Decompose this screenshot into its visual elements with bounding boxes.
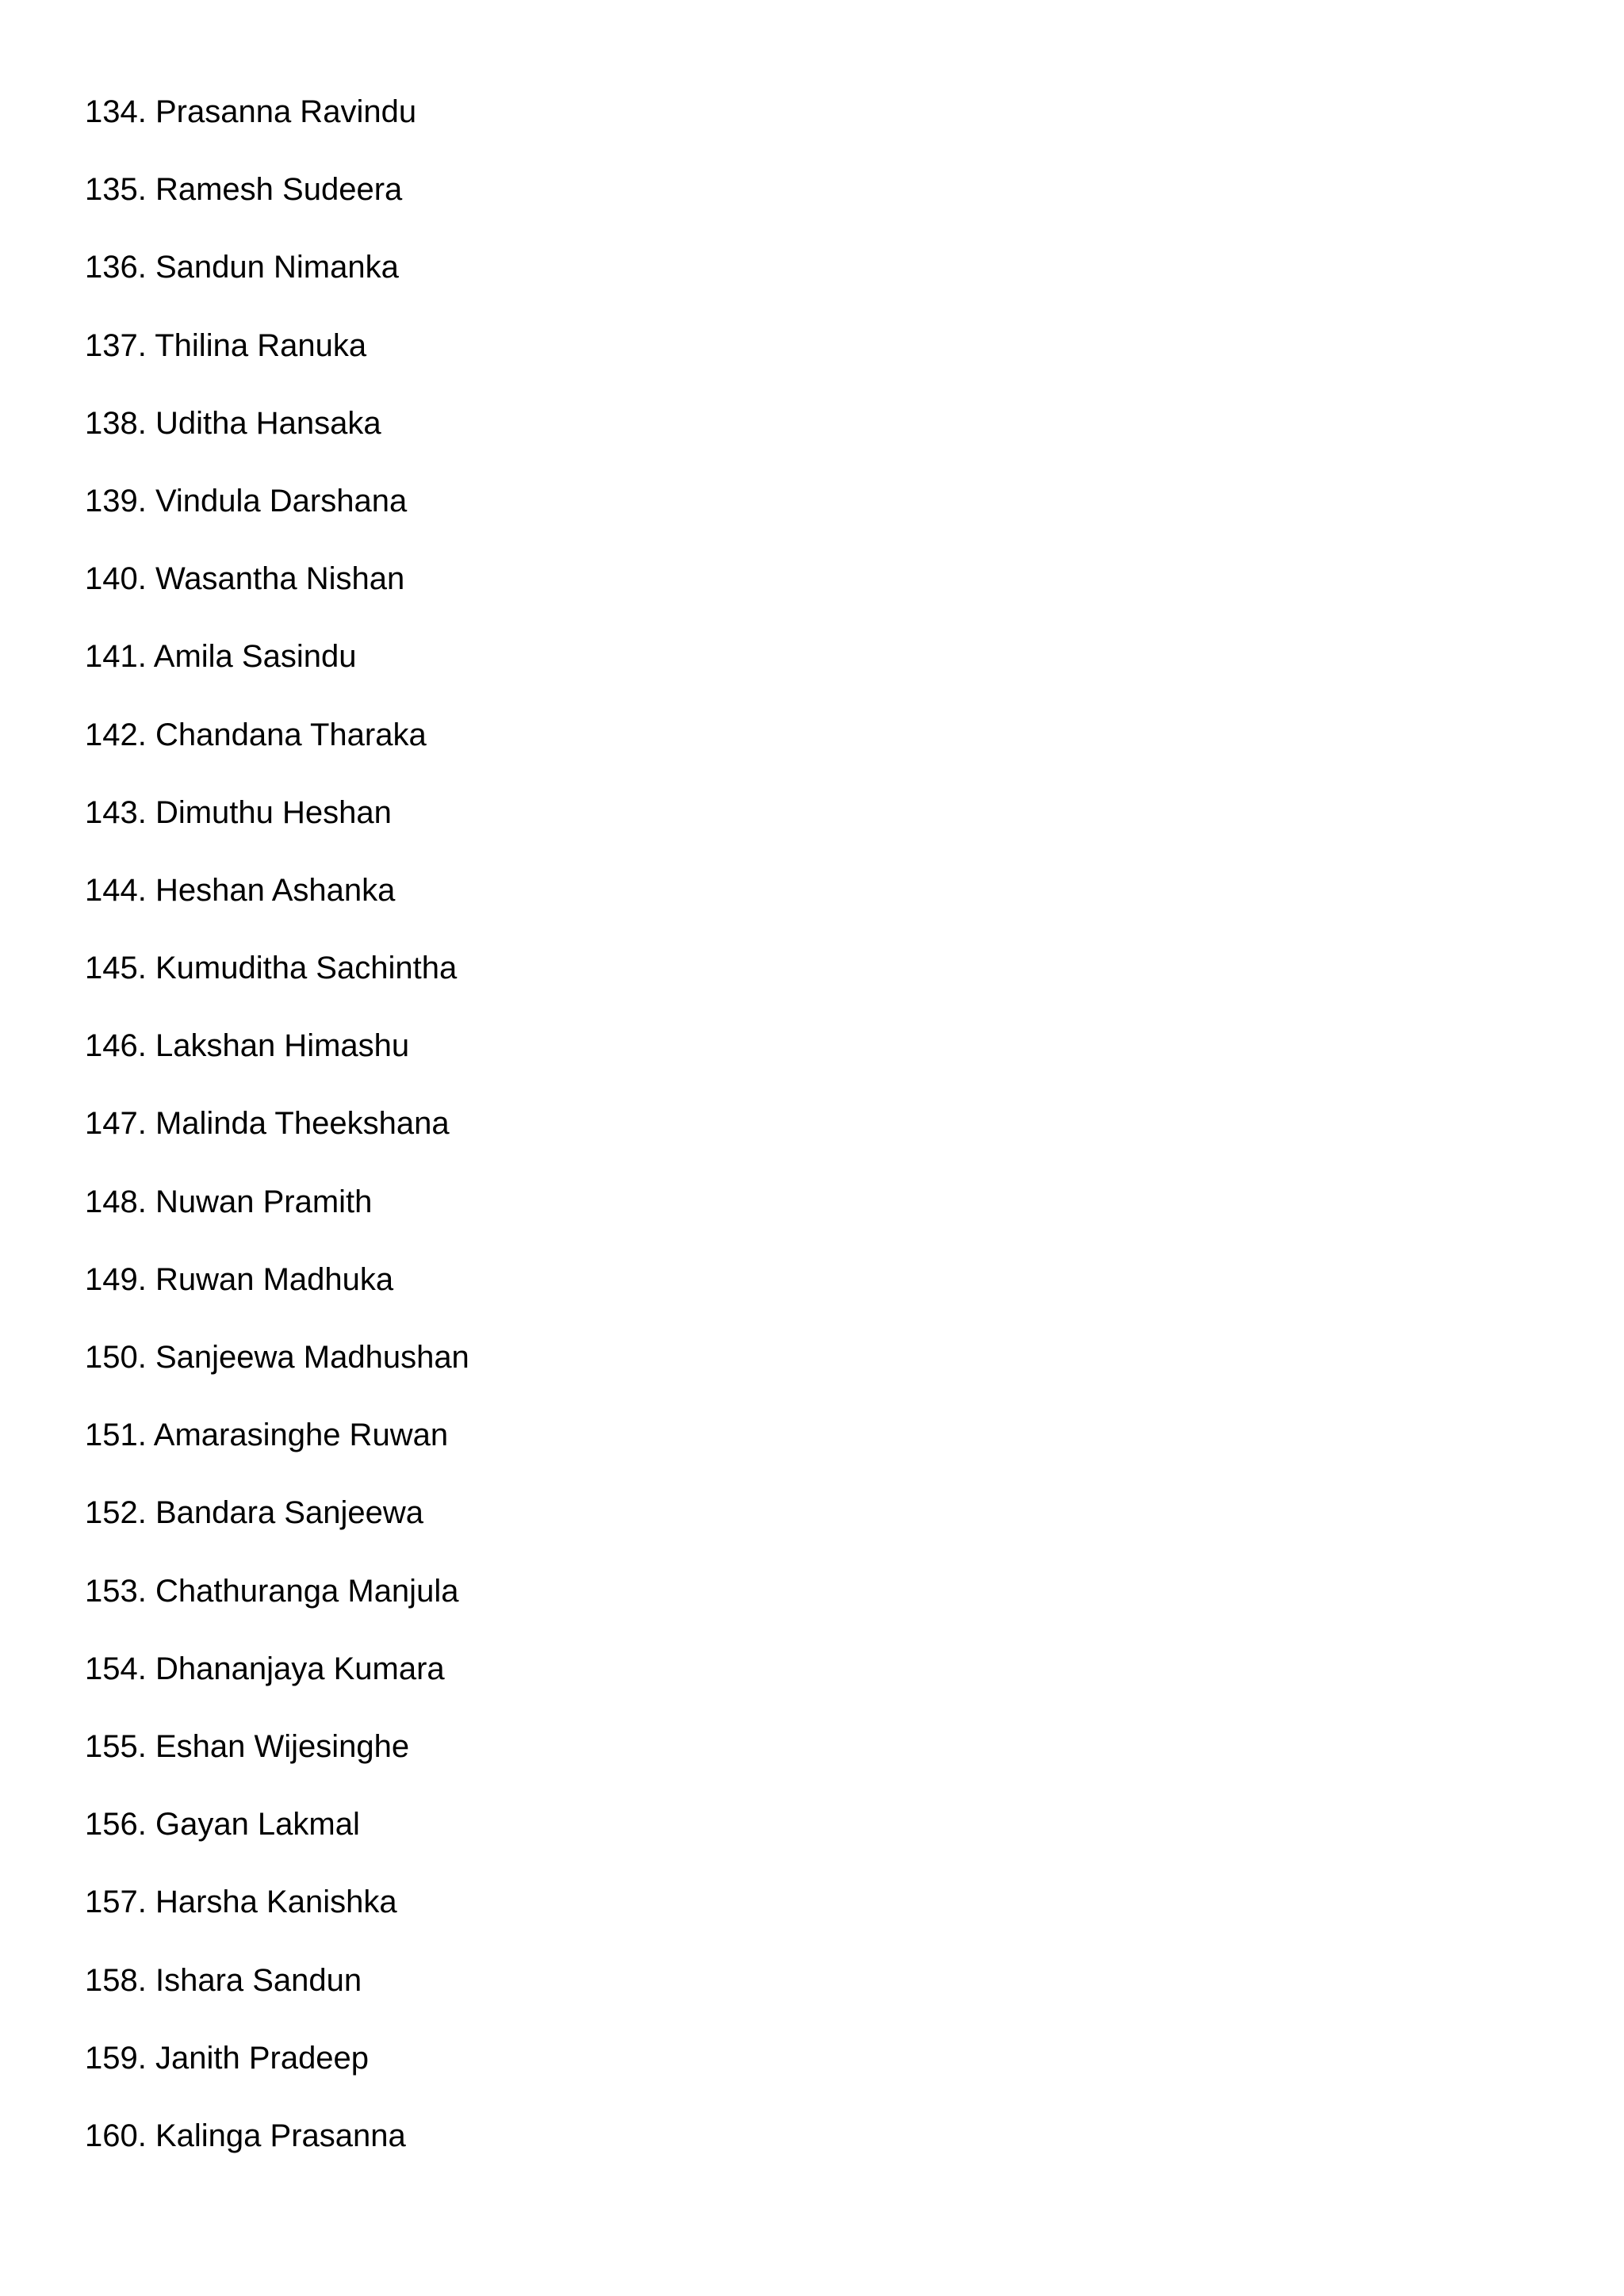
list-item: 158. Ishara Sandun xyxy=(85,1962,362,1998)
list-item: 134. Prasanna Ravindu xyxy=(85,94,417,129)
list-item: 142. Chandana Tharaka xyxy=(85,717,427,752)
list-item: 160. Kalinga Prasanna xyxy=(85,2118,406,2153)
list-item: 143. Dimuthu Heshan xyxy=(85,794,392,830)
list-item: 147. Malinda Theekshana xyxy=(85,1106,450,1142)
list-item: 155. Eshan Wijesinghe xyxy=(85,1728,410,1764)
list-item: 151. Amarasinghe Ruwan xyxy=(85,1418,449,1453)
list-item: 157. Harsha Kanishka xyxy=(85,1885,397,1920)
list-item: 145. Kumuditha Sachintha xyxy=(85,951,458,986)
list-item: 146. Lakshan Himashu xyxy=(85,1028,410,1064)
list-item: 140. Wasantha Nishan xyxy=(85,561,405,597)
list-item: 152. Bandara Sanjeewa xyxy=(85,1495,423,1531)
list-item: 156. Gayan Lakmal xyxy=(85,1807,360,1843)
list-item: 141. Amila Sasindu xyxy=(85,639,357,675)
list-item: 135. Ramesh Sudeera xyxy=(85,172,403,208)
list-item: 154. Dhananjaya Kumara xyxy=(85,1651,445,1686)
list-item: 150. Sanjeewa Madhushan xyxy=(85,1340,469,1375)
list-item: 153. Chathuranga Manjula xyxy=(85,1573,459,1609)
list-item: 139. Vindula Darshana xyxy=(85,483,408,519)
list-item: 148. Nuwan Pramith xyxy=(85,1184,373,1219)
list-item: 159. Janith Pradeep xyxy=(85,2040,370,2076)
list-item: 137. Thilina Ranuka xyxy=(85,327,367,363)
list-item: 144. Heshan Ashanka xyxy=(85,872,396,908)
list-item: 136. Sandun Nimanka xyxy=(85,250,399,285)
list-item: 149. Ruwan Madhuka xyxy=(85,1261,394,1297)
name-list xyxy=(85,92,469,2194)
list-item: 138. Uditha Hansaka xyxy=(85,405,381,441)
